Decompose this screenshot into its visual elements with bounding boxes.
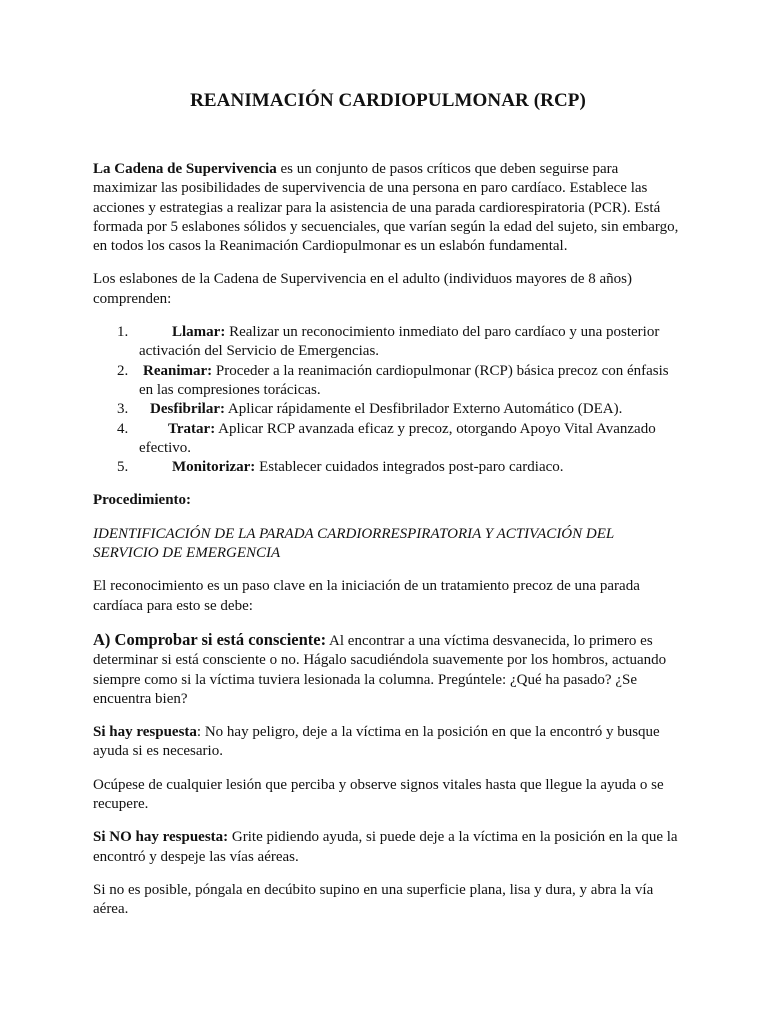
response-no-text: Grite pidiendo ayuda, si puede deje a la víctima en la posición en la que la encontró y despeje las vías aéreas.: [93, 829, 678, 865]
links-intro-paragraph: Los eslabones de la Cadena de Supervivencia en el adulto (individuos mayores de 8 años) comprenden:: [93, 271, 633, 307]
list-item: [93, 420, 683, 459]
list-term: Desfibrilar:: [150, 401, 225, 418]
list-number: 5.: [117, 459, 129, 476]
intro-text: es un conjunto de pasos críticos que deben seguirse para maximizar las posibilidades de supervivencia de una persona en paro cardíaco. Establece las acciones y estrategias a realizar para la asistencia de una parada cardiorespiratoria (PCR). Está formada por 5 eslabones sólidos y secuenciales, que varían según la edad del sujeto, sin embargo, en todos los casos la Reanimación Cardiopulmonar es un eslabón fundamental.: [93, 161, 679, 255]
response-yes-paragraph: [93, 723, 683, 762]
list-term: Llamar:: [172, 324, 226, 341]
list-text: Establecer cuidados integrados post-paro cardiaco.: [255, 459, 564, 476]
list-text: Realizar un reconocimiento inmediato del paro cardíaco y una posterior activación del Servicio de Emergencias.: [139, 324, 660, 360]
list-term: Monitorizar:: [172, 459, 256, 476]
list-number: 3.: [117, 401, 129, 418]
list-term: Tratar:: [168, 420, 216, 437]
list-item: [93, 323, 683, 362]
response-no-paragraph: [93, 828, 683, 867]
list-text: Aplicar RCP avanzada eficaz y precoz, otorgando Apoyo Vital Avanzado efectivo.: [139, 420, 656, 456]
check-conscious-paragraph: [93, 630, 683, 709]
list-term: Reanimar:: [143, 362, 213, 379]
survival-chain-list: [93, 323, 683, 477]
check-conscious-text: Al encontrar a una víctima desvanecida, lo primero es determinar si está consciente o no. Hágalo sacudiéndola suavemente por los hombros, actuando siempre como si la víctima tuviera lesionada la columna. Pregúntele: ¿Qué ha pasado? ¿Se encuentra bien?: [93, 632, 667, 707]
supine-paragraph: Si no es posible, póngala en decúbito supino en una superficie plana, lisa y dura, y abra la vía aérea.: [93, 881, 654, 918]
procedure-heading: Procedimiento:: [93, 492, 192, 509]
list-item: [93, 458, 683, 477]
intro-paragraph: [93, 160, 683, 256]
list-item: [93, 362, 683, 401]
response-no-term: Si NO hay respuesta:: [93, 829, 229, 846]
section-heading: IDENTIFICACIÓN DE LA PARADA CARDIORRESPIRATORIA Y ACTIVACIÓN DEL SERVICIO DE EMERGENCIA: [93, 525, 614, 562]
check-conscious-term: A) Comprobar si está consciente:: [93, 629, 327, 649]
injury-paragraph: Ocúpese de cualquier lesión que perciba y observe signos vitales hasta que llegue la ayuda o se recupere.: [93, 776, 664, 813]
response-yes-text: : No hay peligro, deje a la víctima en la posición en que la encontró y busque ayuda si es necesario.: [93, 724, 660, 760]
intro-term: La Cadena de Supervivencia: [93, 161, 277, 177]
list-number: 2.: [117, 362, 129, 379]
list-number: 1.: [117, 324, 129, 341]
page-title: REANIMACIÓN CARDIOPULMONAR (RCP): [190, 90, 586, 111]
response-yes-term: Si hay respuesta: [93, 724, 197, 741]
list-item: [93, 400, 683, 419]
list-number: 4.: [117, 420, 129, 437]
document-body: [93, 160, 683, 934]
list-text: Aplicar rápidamente el Desfibrilador Externo Automático (DEA).: [224, 401, 623, 418]
list-text: Proceder a la reanimación cardiopulmonar (RCP) básica precoz con énfasis en las compresiones torácicas.: [139, 362, 669, 398]
recognition-paragraph: El reconocimiento es un paso clave en la iniciación de un tratamiento precoz de una parada cardíaca para esto se debe:: [93, 578, 640, 614]
